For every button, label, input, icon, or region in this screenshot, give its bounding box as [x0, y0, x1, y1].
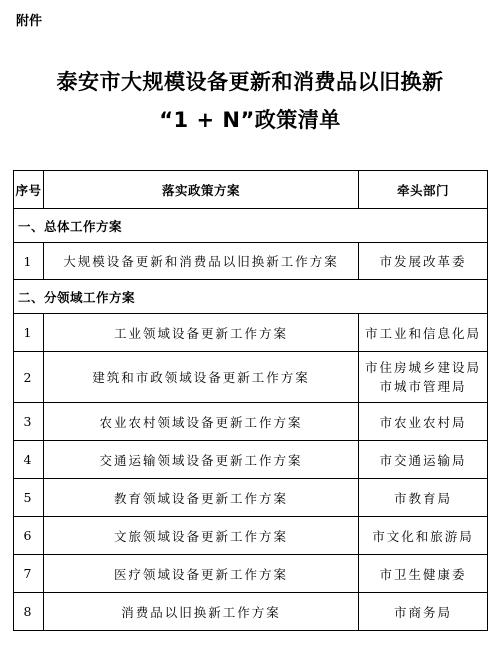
document-title-line2: “1 + N”政策清单	[159, 108, 341, 132]
row-number: 3	[14, 403, 44, 441]
row-plan: 农业农村领域设备更新工作方案	[44, 403, 359, 441]
section-heading: 二、分领域工作方案	[14, 280, 488, 314]
row-number: 6	[14, 517, 44, 555]
row-lead-line: 市城市管理局	[379, 379, 467, 394]
row-number: 7	[14, 555, 44, 593]
row-plan: 文旅领域设备更新工作方案	[44, 517, 359, 555]
section-heading-row	[14, 209, 488, 243]
table-row	[14, 555, 488, 593]
table-row	[14, 352, 488, 403]
row-number: 1	[14, 243, 44, 280]
table-row	[14, 593, 488, 631]
section-heading-row	[14, 280, 488, 314]
row-lead: 市发展改革委	[359, 243, 488, 280]
table-row	[14, 441, 488, 479]
row-number: 1	[14, 314, 44, 352]
attachment-label: 附件	[16, 14, 43, 29]
table-row	[14, 243, 488, 280]
section-heading: 一、总体工作方案	[14, 209, 488, 243]
row-number: 8	[14, 593, 44, 631]
table-header-row	[14, 171, 488, 209]
row-lead-line: 市住房城乡建设局	[364, 360, 481, 375]
policy-table	[13, 170, 488, 631]
row-lead: 市卫生健康委	[359, 555, 488, 593]
row-number: 2	[14, 352, 44, 403]
row-number: 4	[14, 441, 44, 479]
row-lead: 市农业农村局	[359, 403, 488, 441]
row-lead: 市交通运输局	[359, 441, 488, 479]
column-header-lead: 牵头部门	[359, 171, 488, 209]
row-plan: 教育领域设备更新工作方案	[44, 479, 359, 517]
row-plan: 交通运输领域设备更新工作方案	[44, 441, 359, 479]
row-plan: 消费品以旧换新工作方案	[44, 593, 359, 631]
table-row	[14, 403, 488, 441]
document-title-line1: 泰安市大规模设备更新和消费品以旧换新	[56, 70, 444, 94]
table-row	[14, 517, 488, 555]
row-plan: 工业领域设备更新工作方案	[44, 314, 359, 352]
table-row	[14, 479, 488, 517]
column-header-no: 序号	[14, 171, 44, 209]
row-lead	[359, 352, 488, 403]
row-number: 5	[14, 479, 44, 517]
row-plan: 大规模设备更新和消费品以旧换新工作方案	[44, 243, 359, 280]
row-lead: 市教育局	[359, 479, 488, 517]
row-lead: 市工业和信息化局	[359, 314, 488, 352]
row-plan: 建筑和市政领域设备更新工作方案	[44, 352, 359, 403]
table-row	[14, 314, 488, 352]
row-lead: 市商务局	[359, 593, 488, 631]
column-header-plan: 落实政策方案	[44, 171, 359, 209]
row-lead: 市文化和旅游局	[359, 517, 488, 555]
row-plan: 医疗领域设备更新工作方案	[44, 555, 359, 593]
